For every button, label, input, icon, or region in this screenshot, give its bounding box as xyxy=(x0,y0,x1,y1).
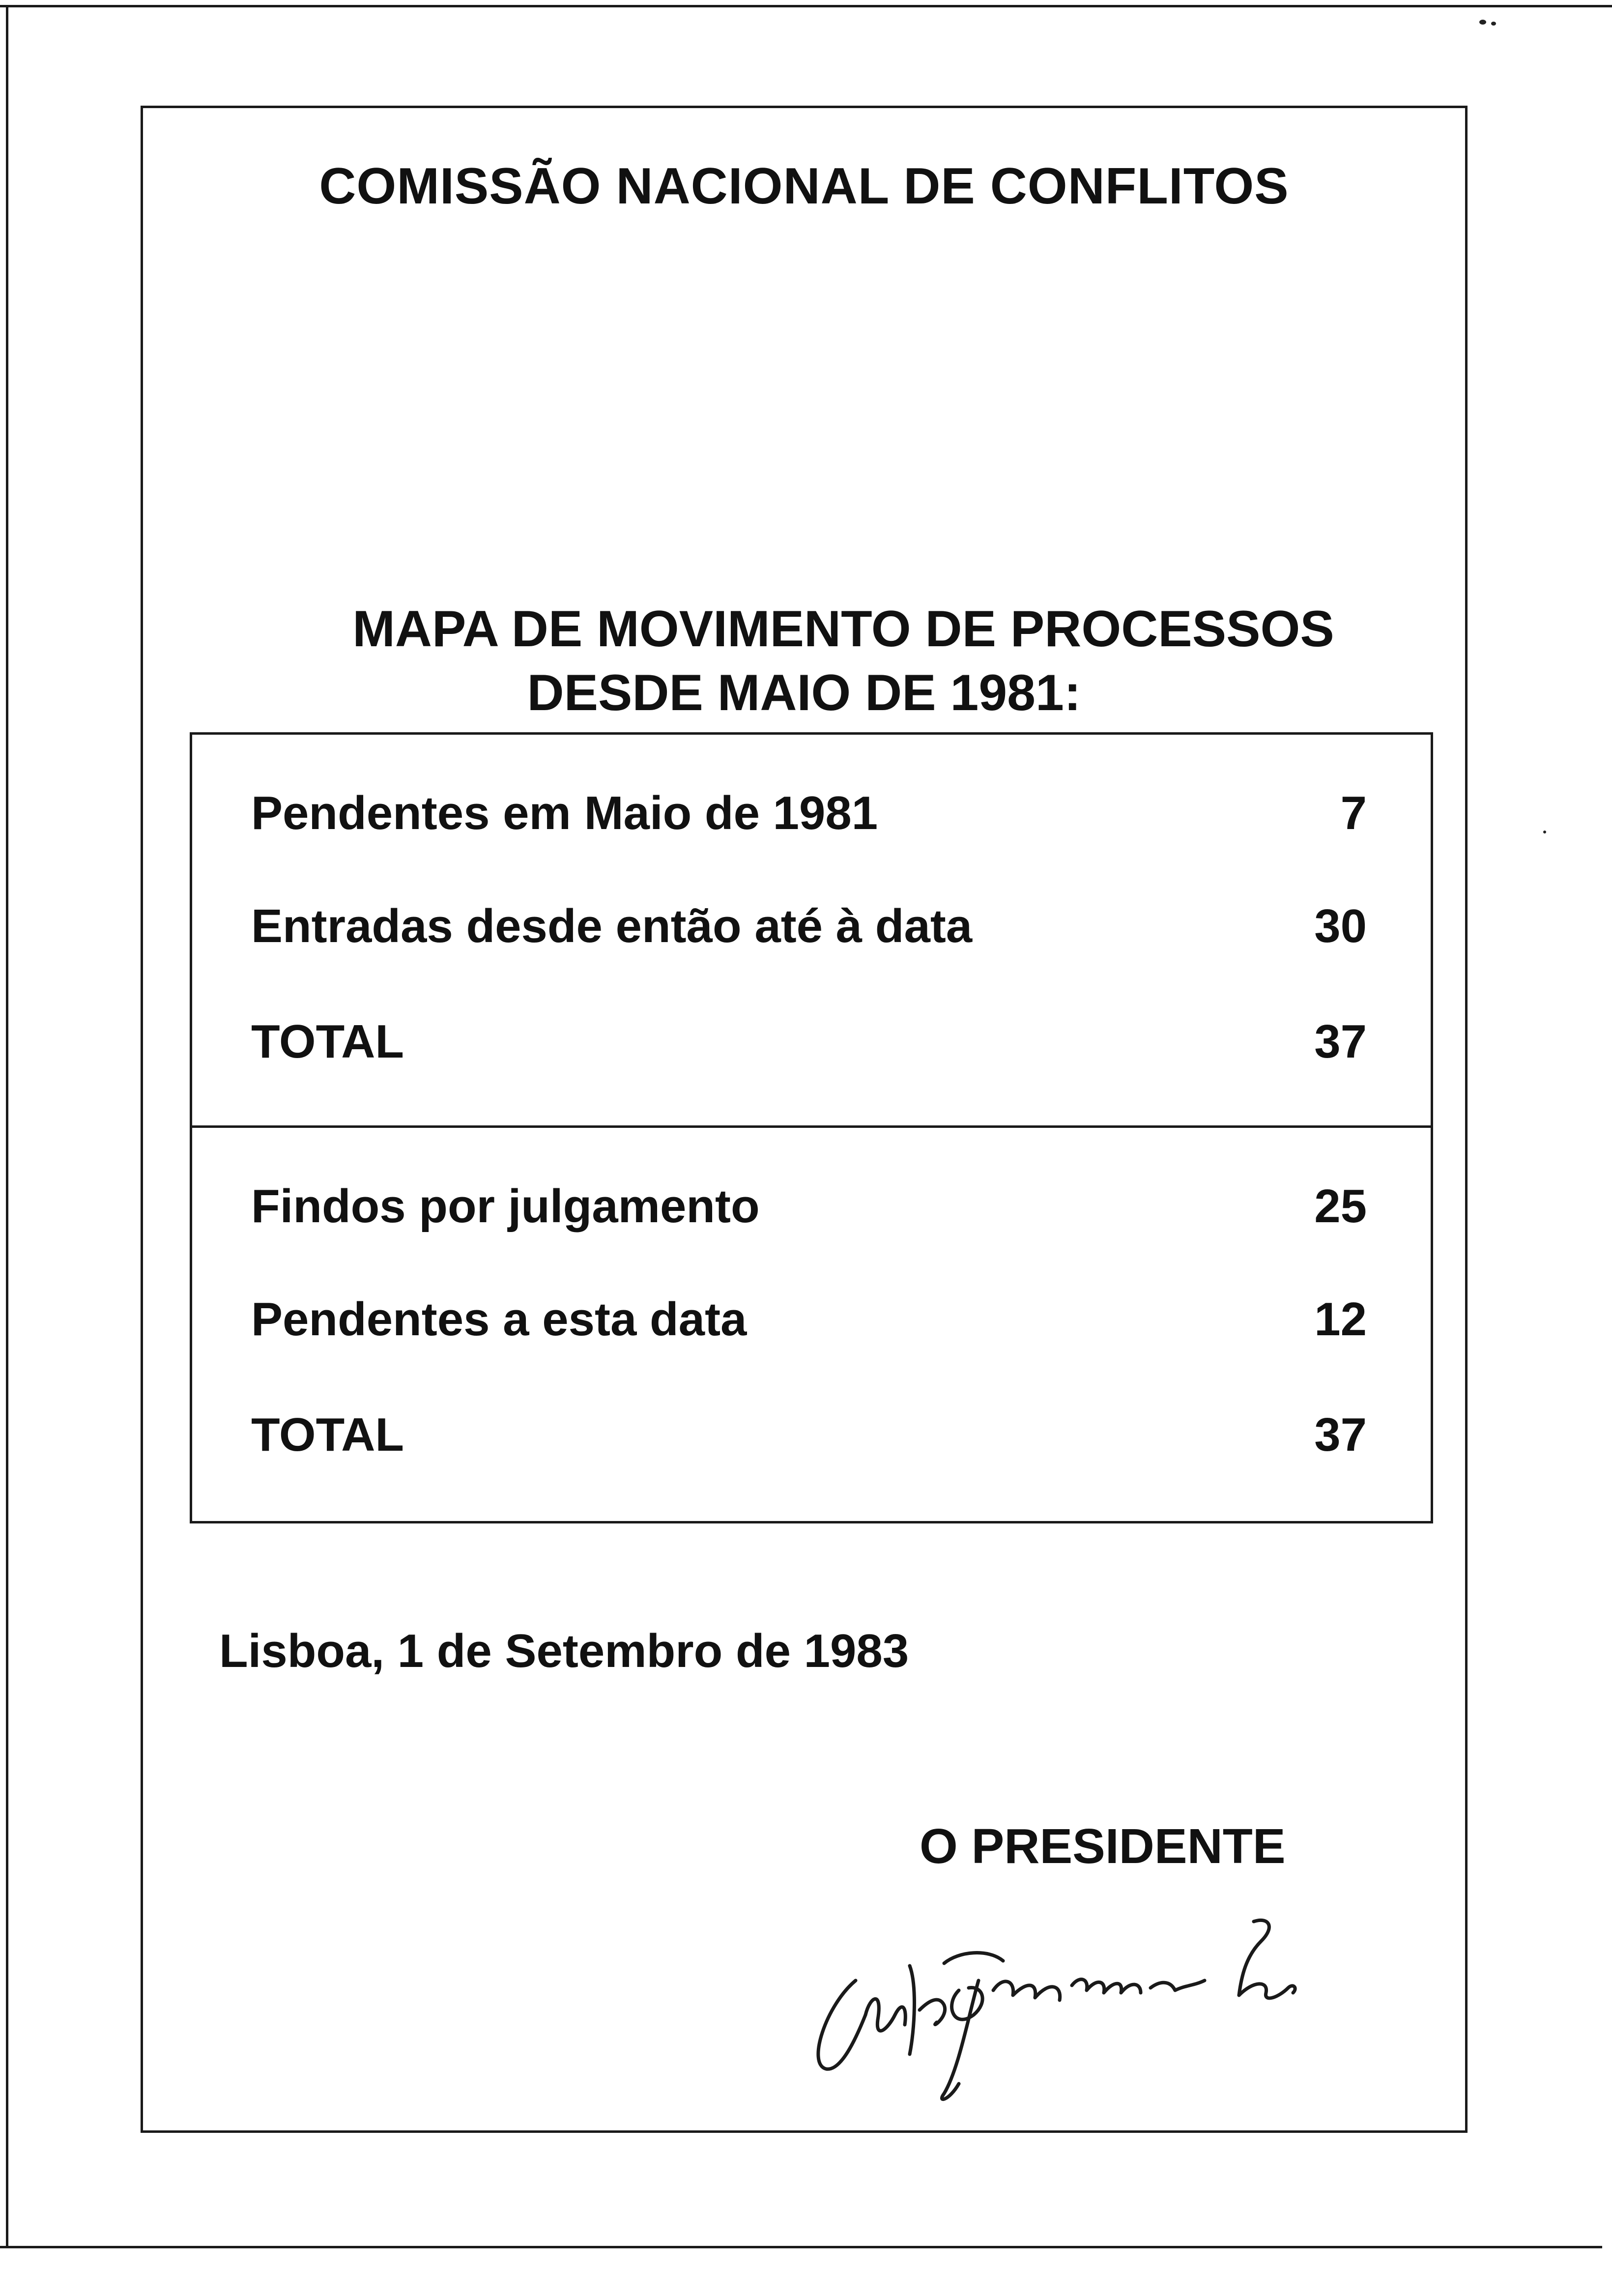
scan-speck xyxy=(1543,831,1546,833)
row-label: Pendentes em Maio de 1981 xyxy=(251,787,878,839)
map-title-line-1: MAPA DE MOVIMENTO DE PROCESSOS xyxy=(352,601,1334,658)
row-label: TOTAL xyxy=(251,1408,404,1461)
row-value: 7 xyxy=(1340,787,1367,839)
row-label: Pendentes a esta data xyxy=(251,1293,747,1346)
row-value: 37 xyxy=(1314,1408,1367,1461)
table-section-entries xyxy=(192,735,1431,1125)
row-value: 25 xyxy=(1314,1180,1367,1233)
row-value: 37 xyxy=(1314,1015,1367,1068)
row-label: Entradas desde então até à data xyxy=(251,900,973,952)
scan-speck xyxy=(1479,20,1486,25)
table-section-outcomes xyxy=(192,1125,1431,1523)
table-row-total xyxy=(251,1406,1367,1464)
table-row xyxy=(251,1290,1367,1349)
row-label: Findos por julgamento xyxy=(251,1180,760,1233)
scan-edge-bottom xyxy=(0,2246,1602,2248)
scan-speck xyxy=(1491,22,1496,26)
row-label: TOTAL xyxy=(251,1015,404,1068)
map-title-line-2: DESDE MAIO DE 1981: xyxy=(527,664,1081,721)
place-and-date: Lisboa, 1 de Setembro de 1983 xyxy=(219,1625,909,1677)
process-movement-table xyxy=(190,732,1433,1523)
scan-edge-left xyxy=(6,5,8,2246)
signatory-title: O PRESIDENTE xyxy=(920,1819,1286,1874)
map-title xyxy=(143,597,1465,725)
row-value: 30 xyxy=(1314,900,1367,952)
document-frame xyxy=(141,106,1468,2133)
table-row-total xyxy=(251,1012,1367,1071)
organization-title: COMISSÃO NACIONAL DE CONFLITOS xyxy=(319,158,1289,215)
scan-edge-top xyxy=(0,5,1612,7)
table-row xyxy=(251,784,1367,843)
table-row xyxy=(251,897,1367,956)
table-row xyxy=(251,1177,1367,1236)
row-value: 12 xyxy=(1314,1293,1367,1346)
handwritten-signature xyxy=(797,1907,1386,2113)
